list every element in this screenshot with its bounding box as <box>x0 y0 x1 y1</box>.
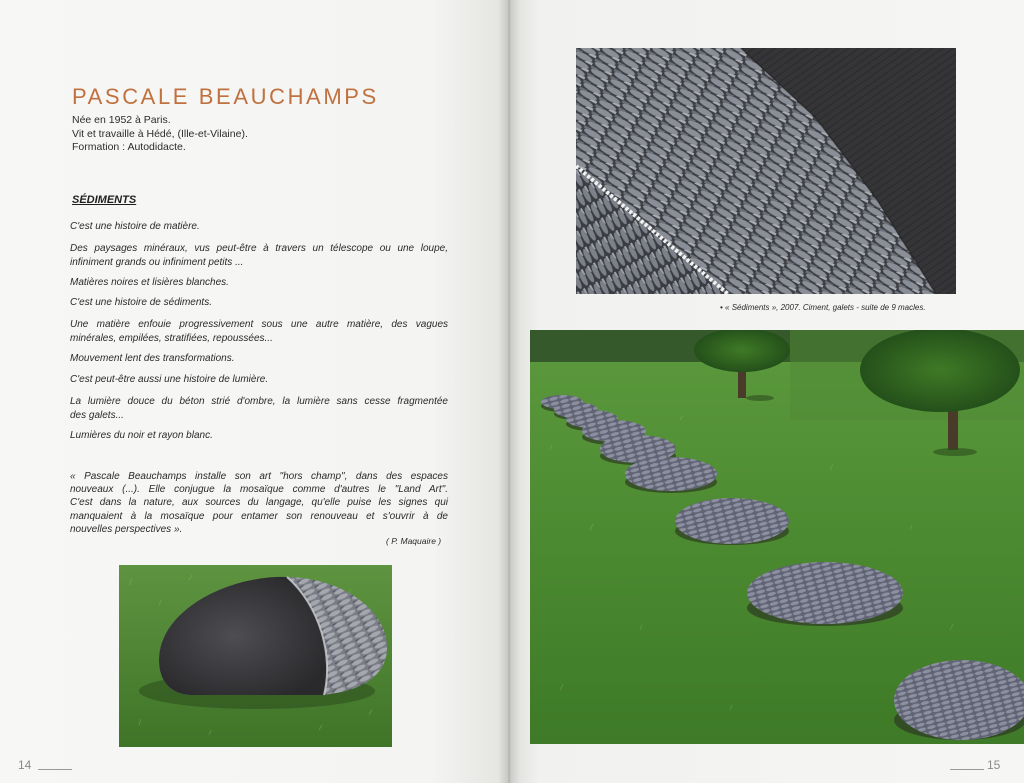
text-paragraph <box>70 276 448 290</box>
text-line: Lumières du noir et rayon blanc. <box>70 430 213 441</box>
quote-line: « Pascale Beauchamps installe son art "hors champ", dans des espaces <box>70 471 448 482</box>
text-paragraph <box>70 242 448 269</box>
text-paragraph <box>70 352 448 366</box>
tree-canopy <box>860 330 1020 412</box>
lawn-installation-photo <box>530 330 1024 744</box>
critic-quote <box>70 470 448 536</box>
page-number-rule <box>38 769 72 770</box>
quote-line: manquaient à la mosaïque pour entamer son renouveau et s'ouvrir à de <box>70 510 448 522</box>
quote-line: nouvelles perspectives ». <box>70 523 183 535</box>
text-line: Une matière enfouie progressivement sous une autre matière, des vagues <box>70 319 448 330</box>
text-line: minérales, empilées, stratifiées, repoussées... <box>70 332 273 344</box>
bio-line: Vit et travaille à Hédé, (Ille-et-Vilaine). <box>72 127 248 140</box>
text-paragraph <box>70 395 448 422</box>
bio-line: Née en 1952 à Paris. <box>72 114 171 126</box>
left-page <box>0 0 508 783</box>
text-line: La lumière douce du béton strié d'ombre, la lumière sans cesse fragmentée <box>70 396 448 407</box>
lawn-illustration <box>530 330 1024 744</box>
sculpture-photo <box>119 565 392 747</box>
text-paragraph <box>70 318 448 345</box>
text-line: C'est peut-être aussi une histoire de lumière. <box>70 374 269 385</box>
text-line: des galets... <box>70 409 124 421</box>
artist-name: PASCALE BEAUCHAMPS <box>72 84 379 109</box>
artist-bio <box>72 114 248 155</box>
text-paragraph <box>70 429 448 443</box>
page-number-right: 15 <box>987 758 1001 772</box>
text-line: C'est une histoire de matière. <box>70 221 200 232</box>
sculpture-illustration <box>119 565 392 747</box>
text-paragraph <box>70 373 448 387</box>
book-gutter <box>498 0 520 783</box>
page-number-left: 14 <box>18 758 32 772</box>
quote-line: C'est dans la nature, aux sources du langage, qu'elle puise les signes qui <box>70 497 448 509</box>
text-line: Matières noires et lisières blanches. <box>70 277 229 288</box>
bio-line: Formation : Autodidacte. <box>72 141 186 153</box>
text-line: Mouvement lent des transformations. <box>70 353 235 364</box>
mosaic-illustration <box>576 48 956 294</box>
text-paragraph <box>70 296 448 310</box>
quote-line: nouveaux (...). Elle conjugue la mosaïque comme d'autres le "Land Art". <box>70 484 448 496</box>
text-line: C'est une histoire de sédiments. <box>70 297 212 308</box>
page-number-rule <box>950 769 984 770</box>
quote-credit: ( P. Maquaire ) <box>386 536 442 546</box>
text-line: infiniment grands ou infiniment petits ... <box>70 256 244 268</box>
tree-canopy <box>694 330 790 372</box>
mosaic-closeup-photo <box>576 48 956 294</box>
photo-caption: • « Sédiments », 2007. Ciment, galets - suite de 9 macles. <box>720 303 926 312</box>
text-paragraph <box>70 220 448 234</box>
text-line: Des paysages minéraux, vus peut-être à travers un télescope ou une loupe, <box>70 243 448 254</box>
section-heading: SÉDIMENTS <box>72 194 137 206</box>
